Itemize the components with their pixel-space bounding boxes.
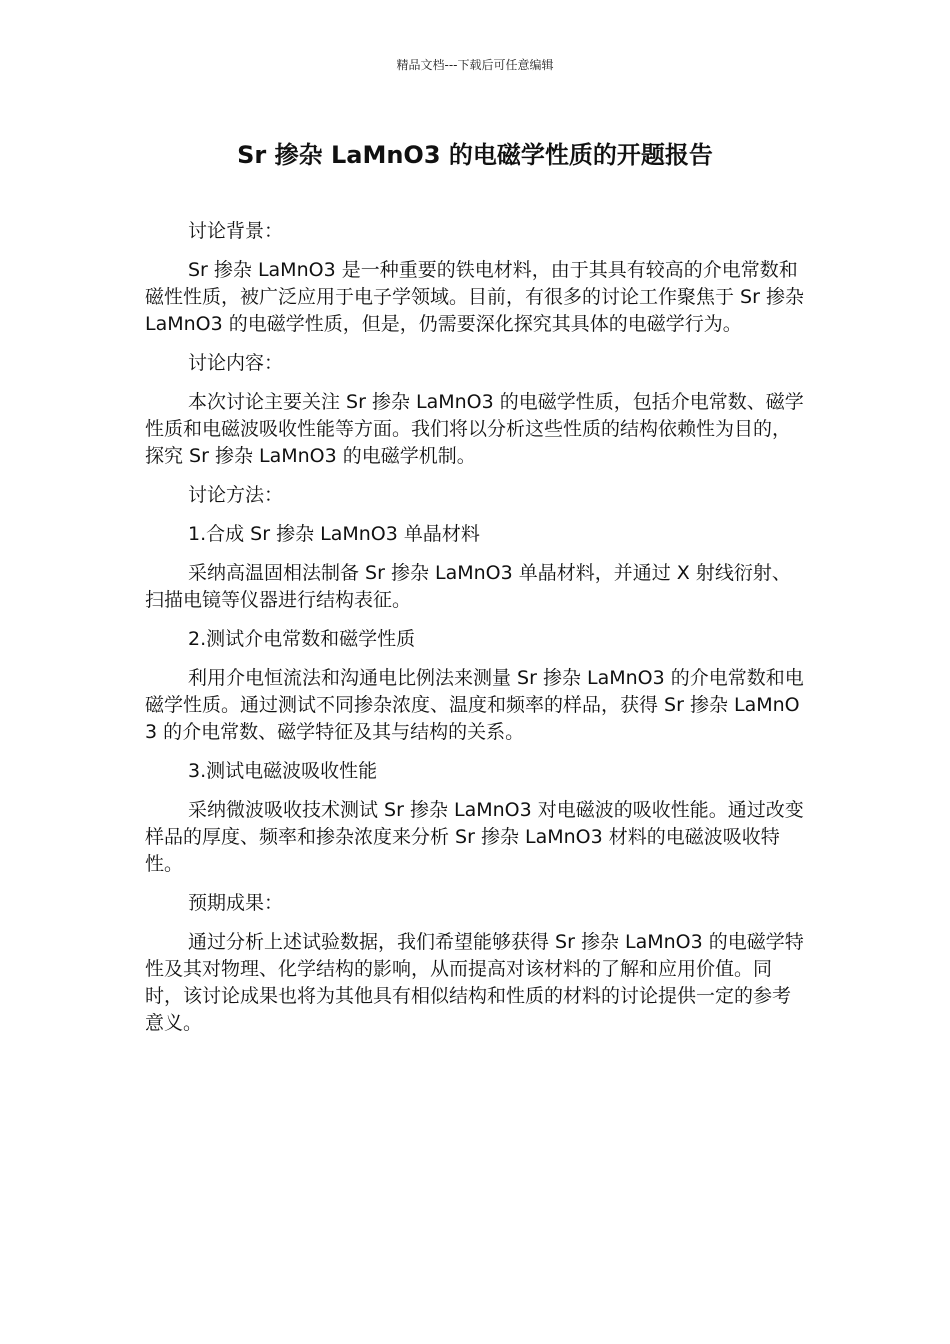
section-heading-background: 讨论背景： <box>188 220 284 242</box>
section-heading-expected-results: 预期成果： <box>188 892 284 914</box>
section-heading-methods: 讨论方法： <box>188 484 284 506</box>
method-heading-absorption: 3.测试电磁波吸收性能 <box>188 760 378 782</box>
method-heading-synthesis: 1.合成 Sr 掺杂 LaMnO3 单晶材料 <box>188 523 480 545</box>
paragraph-absorption: 采纳微波吸收技术测试 Sr 掺杂 LaMnO3 对电磁波的吸收性能。通过改变样品的厚度、频率和掺杂浓度来分析 Sr 掺杂 LaMnO3 材料的电磁波吸收特性。 <box>145 799 804 875</box>
paragraph-synthesis: 采纳高温固相法制备 Sr 掺杂 LaMnO3 单晶材料，并通过 X 射线衍射、扫描电镜等仪器进行结构表征。 <box>145 562 791 611</box>
section-heading-content: 讨论内容： <box>188 352 284 374</box>
paragraph-dielectric: 利用介电恒流法和沟通电比例法来测量 Sr 掺杂 LaMnO3 的介电常数和电磁学性质。通过测试不同掺杂浓度、温度和频率的样品，获得 Sr 掺杂 LaMnO3 的介电常数、磁学特征及其与结构的关系。 <box>145 667 804 743</box>
document-body <box>145 218 809 1049</box>
method-heading-dielectric: 2.测试介电常数和磁学性质 <box>188 628 416 650</box>
document-title: Sr 掺杂 LaMnO3 的电磁学性质的开题报告 <box>237 141 713 169</box>
paragraph-expected-results: 通过分析上述试验数据，我们希望能够获得 Sr 掺杂 LaMnO3 的电磁学特性及其对物理、化学结构的影响，从而提高对该材料的了解和应用价值。同时，该讨论成果也将为其他具有相似结构和性质的材料的讨论提供一定的参考意义。 <box>145 931 804 1034</box>
paragraph-content: 本次讨论主要关注 Sr 掺杂 LaMnO3 的电磁学性质，包括介电常数、磁学性质和电磁波吸收性能等方面。我们将以分析这些性质的结构依赖性为目的，探究 Sr 掺杂 LaMnO3 的电磁学机制。 <box>145 391 804 467</box>
paragraph-background: Sr 掺杂 LaMnO3 是一种重要的铁电材料，由于其具有较高的介电常数和磁性性质，被广泛应用于电子学领域。目前，有很多的讨论工作聚焦于 Sr 掺杂 LaMnO3 的电磁学性质，但是，仍需要深化探究其具体的电磁学行为。 <box>145 259 804 335</box>
page-header: 精品文档---下载后可任意编辑 <box>396 58 554 72</box>
